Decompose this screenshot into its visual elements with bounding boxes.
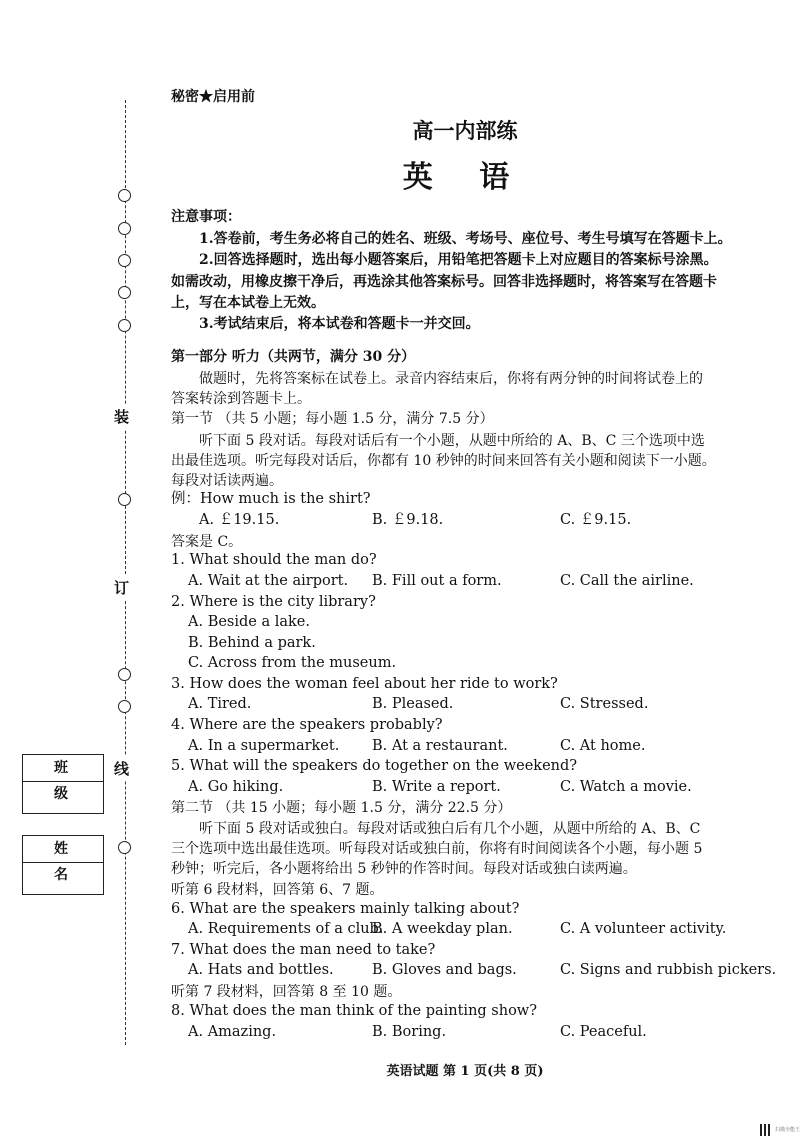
name-label: 姓 名 (23, 836, 103, 863)
option-c: C. Peaceful. (560, 1024, 647, 1040)
notes-line: 如需改动，用橡皮擦干净后，再选涂其他答案标号。回答非选择题时，将答案写在答题卡 (171, 274, 717, 290)
option-c: C. Watch a movie. (560, 779, 692, 795)
option-a: A. In a supermarket. (188, 738, 340, 754)
subject-title: 英 语 (402, 160, 528, 195)
qr-code-icon (760, 1124, 772, 1136)
part1-heading: 第一部分 听力（共两节，满分 30 分） (171, 349, 416, 365)
hole-marker (118, 286, 131, 299)
example-answer: 答案是 C。 (171, 534, 243, 550)
binding-line (125, 100, 126, 1045)
option-a: A. Wait at the airport. (188, 573, 349, 589)
section1-instructions: 听下面 5 段对话。每段对话后有一个小题，从题中所给的 A、B、C 三个选项中选 (199, 433, 705, 449)
option-b: B. Gloves and bags. (372, 962, 517, 978)
option-a: A. Amazing. (188, 1024, 277, 1040)
class-label: 班 级 (23, 755, 103, 782)
section2-instructions: 秒钟；听完后，各小题将给出 5 秒钟的作答时间。每段对话或独白读两遍。 (171, 861, 637, 877)
section2-instructions: 听下面 5 段对话或独白。每段对话或独白后有几个小题，从题中所给的 A、B、C (199, 821, 701, 837)
hole-marker (118, 668, 131, 681)
exam-title: 高一内部练 (412, 118, 518, 143)
notes-line: 2.回答选择题时，选出每小题答案后，用铅笔把答题卡上对应题目的答案标号涂黑。 (199, 252, 718, 268)
material-6-label: 听第 6 段材料，回答第 6、7 题。 (171, 882, 384, 898)
section2-heading: 第二节 （共 15 小题；每小题 1.5 分，满分 22.5 分） (171, 800, 512, 816)
option-a: A. Go hiking. (188, 779, 284, 795)
hole-marker (118, 700, 131, 713)
question-7: 7. What does the man need to take? (171, 942, 436, 958)
notes-heading: 注意事项： (171, 209, 241, 225)
option-b: B. Behind a park. (188, 635, 316, 651)
hole-marker (118, 841, 131, 854)
option-c: C. Across from the museum. (188, 655, 397, 671)
name-field-box[interactable] (22, 835, 104, 895)
margin-mark-xian: 线 (114, 756, 129, 781)
hole-marker (118, 319, 131, 332)
option-b: B. Fill out a form. (372, 573, 502, 589)
section1-heading: 第一节 （共 5 小题；每小题 1.5 分，满分 7.5 分） (171, 411, 494, 427)
option-a: A. Beside a lake. (188, 614, 310, 630)
option-b: B. ￡9.18. (372, 512, 444, 528)
notes-line: 上，写在本试卷上无效。 (171, 295, 325, 311)
option-c: C. Stressed. (560, 696, 649, 712)
question-2: 2. Where is the city library? (171, 594, 376, 610)
option-b: B. Pleased. (372, 696, 454, 712)
material-7-label: 听第 7 段材料，回答第 8 至 10 题。 (171, 984, 402, 1000)
hole-marker (118, 222, 131, 235)
option-c: C. Call the airline. (560, 573, 694, 589)
option-a: A. ￡19.15. (199, 512, 280, 528)
notes-line: 3.考试结束后，将本试卷和答题卡一并交回。 (199, 316, 480, 332)
question-6: 6. What are the speakers mainly talking about? (171, 901, 520, 917)
margin-mark-zhuang: 装 (114, 404, 129, 429)
example-question: 例：How much is the shirt? (171, 491, 371, 507)
option-a: A. Hats and bottles. (188, 962, 334, 978)
scanner-watermark: 扫描全能王 (775, 1127, 800, 1133)
page-footer: 英语试题 第 1 页(共 8 页) (386, 1064, 544, 1079)
option-a: A. Requirements of a club. (188, 921, 384, 937)
option-b: B. At a restaurant. (372, 738, 508, 754)
option-b: B. A weekday plan. (372, 921, 513, 937)
option-c: C. ￡9.15. (560, 512, 632, 528)
section2-instructions: 三个选项中选出最佳选项。听每段对话或独白前，你将有时间阅读各个小题，每小题 5 (171, 841, 703, 857)
question-8: 8. What does the man think of the painting show? (171, 1003, 537, 1019)
option-c: C. At home. (560, 738, 646, 754)
option-b: B. Boring. (372, 1024, 447, 1040)
part1-intro: 答案转涂到答题卡上。 (171, 391, 311, 407)
margin-mark-ding: 订 (114, 575, 129, 600)
option-a: A. Tired. (188, 696, 252, 712)
hole-marker (118, 254, 131, 267)
question-5: 5. What will the speakers do together on the weekend? (171, 758, 578, 774)
question-3: 3. How does the woman feel about her ride to work? (171, 676, 558, 692)
section1-instructions: 出最佳选项。听完每段对话后，你都有 10 秒钟的时间来回答有关小题和阅读下一小题。 (171, 453, 716, 469)
class-field-box[interactable] (22, 754, 104, 814)
part1-intro: 做题时，先将答案标在试卷上。录音内容结束后，你将有两分钟的时间将试卷上的 (199, 371, 703, 387)
question-4: 4. Where are the speakers probably? (171, 717, 443, 733)
question-1: 1. What should the man do? (171, 552, 377, 568)
option-c: C. Signs and rubbish pickers. (560, 962, 777, 978)
secret-label: 秘密★启用前 (171, 89, 255, 105)
hole-marker (118, 493, 131, 506)
notes-line: 1.答卷前，考生务必将自己的姓名、班级、考场号、座位号、考生号填写在答题卡上。 (199, 231, 732, 247)
option-b: B. Write a report. (372, 779, 501, 795)
section1-instructions: 每段对话读两遍。 (171, 473, 283, 489)
option-c: C. A volunteer activity. (560, 921, 727, 937)
